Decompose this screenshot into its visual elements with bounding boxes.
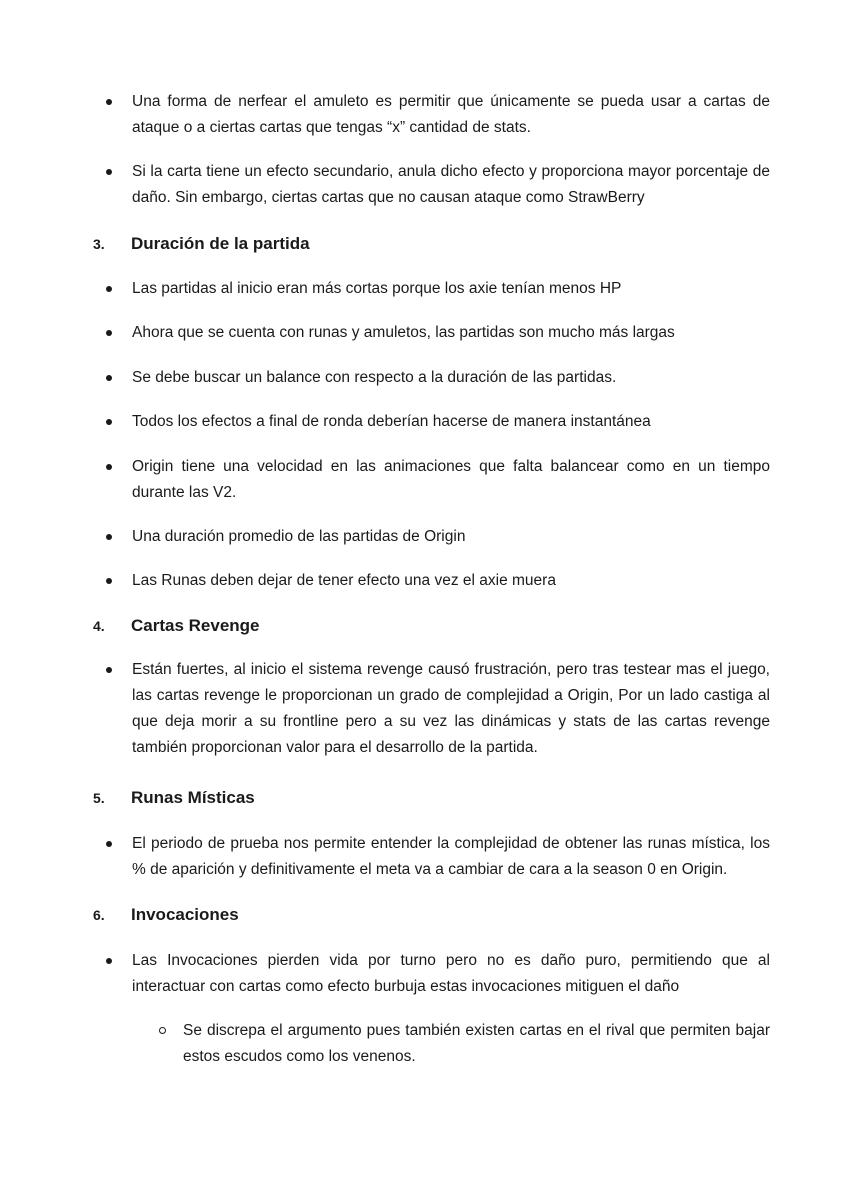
bullet-icon — [106, 286, 112, 292]
list-item-text: Todos los efectos a final de ronda deberían hacerse de manera instantánea — [132, 413, 651, 430]
section-title: Cartas Revenge — [131, 616, 260, 635]
bullet-icon — [106, 578, 112, 584]
list-item-text: Se debe buscar un balance con respecto a la duración de las partidas. — [132, 369, 617, 386]
list-item-text: Las Runas deben dejar de tener efecto una vez el axie muera — [132, 572, 556, 589]
bullet-icon — [106, 667, 112, 673]
sub-list-item-text: Se discrepa el argumento pues también existen cartas en el rival que permiten bajar estos escudos como los venenos. — [183, 1022, 770, 1065]
section-heading — [93, 614, 260, 638]
section-heading — [93, 232, 310, 256]
bullet-icon — [106, 958, 112, 964]
bullet-icon — [106, 375, 112, 381]
section-number: 5. — [93, 790, 105, 806]
list-item-text: Las partidas al inicio eran más cortas porque los axie tenían menos HP — [132, 280, 622, 297]
bullet-icon — [106, 99, 112, 105]
section-heading — [93, 786, 255, 810]
list-item — [108, 89, 770, 141]
list-item-text: Una forma de nerfear el amuleto es permitir que únicamente se pueda usar a cartas de ataque o a ciertas cartas que tengas “x” cantidad de stats. — [132, 93, 770, 136]
sub-list-item — [159, 1018, 770, 1070]
list-item-text: Si la carta tiene un efecto secundario, anula dicho efecto y proporciona mayor porcentaje de daño. Sin embargo, ciertas cartas que no causan ataque como StrawBerry — [132, 163, 770, 206]
list-item-text: Las Invocaciones pierden vida por turno pero no es daño puro, permitiendo que al interactuar con cartas como efecto burbuja estas invocaciones mitiguen el daño — [132, 952, 770, 995]
list-item-text: Origin tiene una velocidad en las animaciones que falta balancear como en un tiempo durante las V2. — [132, 458, 770, 501]
list-item — [108, 409, 770, 435]
list-item — [108, 524, 770, 550]
section-number: 4. — [93, 618, 105, 634]
section-title: Duración de la partida — [131, 234, 310, 253]
bullet-icon — [106, 169, 112, 175]
section-number: 3. — [93, 236, 105, 252]
list-item-text: Están fuertes, al inicio el sistema revenge causó frustración, pero tras testear mas el juego, las cartas revenge le proporcionan un grado de complejidad a Origin, Por un lado castiga al que deja morir a su frontline pero a su vez las dinámicas y stats de las cartas revenge también proporcionan valor para el desarrollo de la partida. — [132, 661, 770, 756]
list-item — [108, 276, 770, 302]
section-heading — [93, 903, 239, 927]
bullet-icon — [106, 330, 112, 336]
section-title: Runas Místicas — [131, 788, 255, 807]
list-item — [108, 320, 770, 346]
bullet-icon — [106, 419, 112, 425]
list-item — [108, 948, 770, 1000]
list-item-text: El periodo de prueba nos permite entender la complejidad de obtener las runas mística, los % de aparición y definitivamente el meta va a cambiar de cara a la season 0 en Origin. — [132, 835, 770, 878]
section-number: 6. — [93, 907, 105, 923]
section-title: Invocaciones — [131, 905, 239, 924]
list-item — [108, 831, 770, 883]
list-item-text: Una duración promedio de las partidas de Origin — [132, 528, 466, 545]
bullet-icon — [106, 464, 112, 470]
list-item — [108, 365, 770, 391]
bullet-icon — [106, 534, 112, 540]
list-item — [108, 568, 770, 594]
list-item — [108, 454, 770, 506]
list-item — [108, 159, 770, 211]
list-item — [108, 657, 770, 761]
hollow-bullet-icon — [159, 1027, 166, 1034]
list-item-text: Ahora que se cuenta con runas y amuletos, las partidas son mucho más largas — [132, 324, 675, 341]
bullet-icon — [106, 841, 112, 847]
